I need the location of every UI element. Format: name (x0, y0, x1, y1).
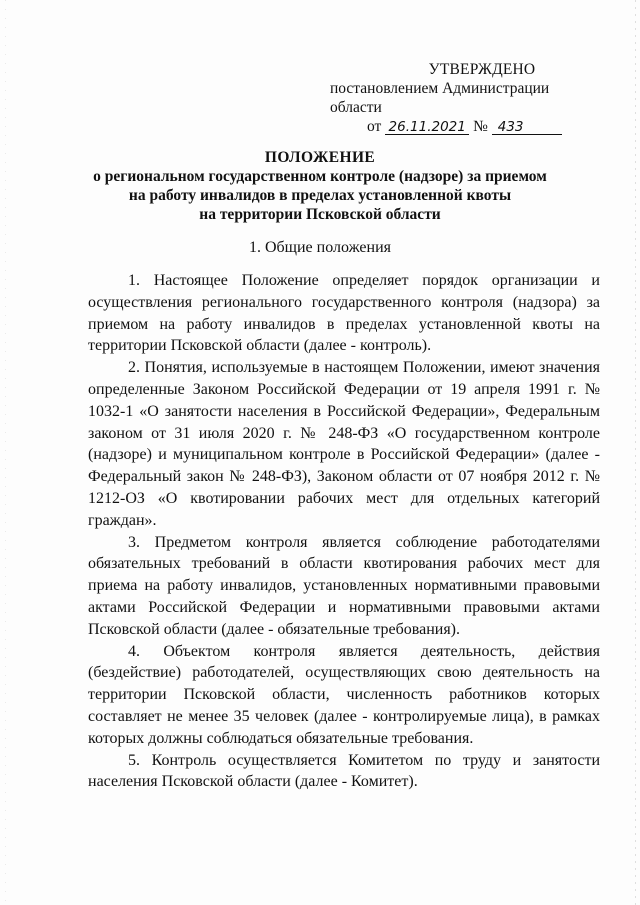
date-prefix: от (367, 118, 382, 135)
title-line-3: на территории Псковской области (199, 206, 441, 223)
handwritten-date: 26.11.2021 (385, 120, 469, 135)
paragraph-3: 3. Предметом контроля является соблюдение работодателями обязательных требований в области квотирования рабочих мест для приема на работу инвалидов, установленных нормативными правовыми актами Российской Федерации и нормативными правовыми актами Псковской области (далее - обязательные требования). (88, 533, 600, 638)
title-line-2: на работу инвалидов в пределах установленной квоты (128, 187, 512, 204)
title-line-1: о региональном государственном контроле (надзоре) за приемом (93, 168, 547, 185)
approval-date-line (322, 117, 602, 136)
scan-edge-right (635, 0, 636, 905)
approval-decree: постановлением Администрации области (330, 80, 550, 116)
number-prefix: № (473, 118, 488, 135)
paragraph-5: 5. Контроль осуществляется Комитетом по труду и занятости населения Псковской области (далее - Комитет). (88, 751, 600, 791)
document-title (40, 148, 600, 224)
title-main: ПОЛОЖЕНИЕ (264, 149, 376, 166)
handwritten-number: 433 (492, 120, 562, 135)
paragraph-4: 4. Объектом контроля является деятельность, действия (бездействие) работодателей, осуществляющих свою деятельность на территории Псковской области, численность работников которых составляет не менее 35 человек (далее - контролируемые лица), в рамках которых должны соблюдаться обязательные требования. (88, 642, 600, 747)
document-body (88, 270, 600, 793)
paragraph-2: 2. Понятия, используемые в настоящем Положении, имеют значения определенные Законом Российской Федерации от 19 апреля 1991 г. № 1032-1 «О занятости населения в Российской Федерации», Федеральным законом от 31 июля 2020 г. № 248-ФЗ «О государственном контроле (надзоре) и муниципальном контроле в Российской Федерации» (далее - Федеральный закон № 248-ФЗ), Законом области от 07 ноября 2012 г. № 1212-ОЗ «О квотировании рабочих мест для отдельных категорий граждан». (88, 359, 600, 529)
scan-edge-left (5, 0, 6, 905)
paragraph-1: 1. Настоящее Положение определяет порядок организации и осуществления регионального государственного контроля (надзора) за приемом на работу инвалидов в пределах установленной квоты на территории Псковской области (далее - контроль). (88, 272, 600, 355)
approval-title: УТВЕРЖДЕНО (428, 61, 536, 78)
section-heading: 1. Общие положения (248, 239, 392, 256)
approval-stamp (322, 60, 602, 136)
